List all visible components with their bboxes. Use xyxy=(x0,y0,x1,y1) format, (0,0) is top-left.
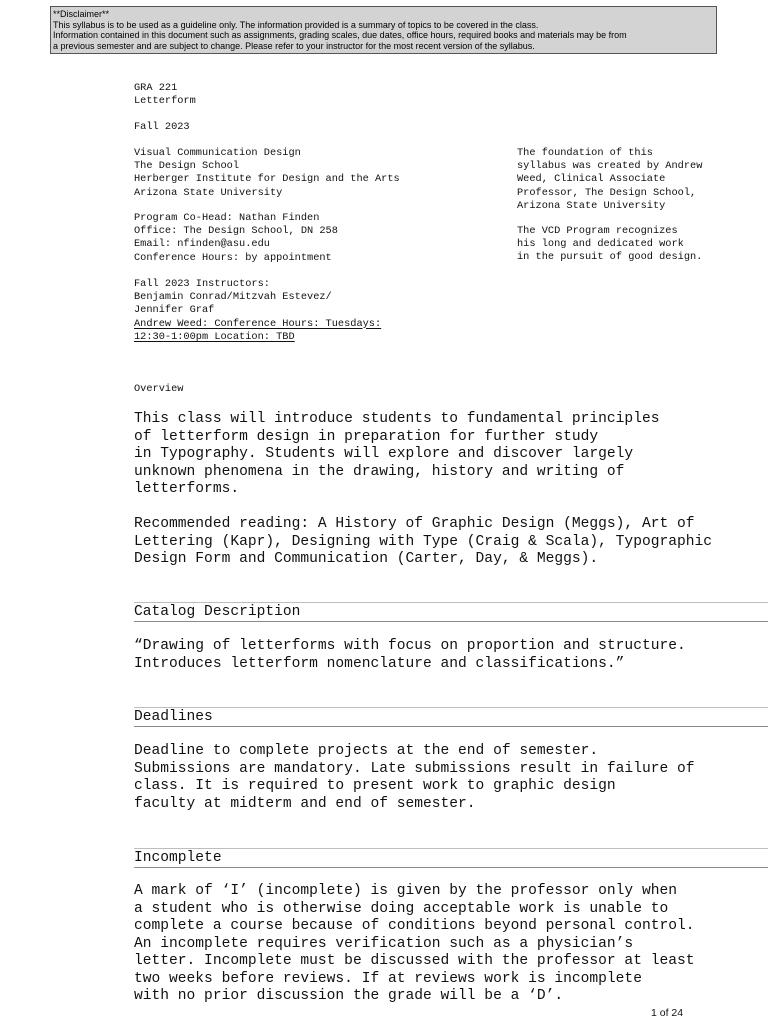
paragraph-line: unknown phenomena in the drawing, history and writing of xyxy=(134,463,625,480)
paragraph-line: A mark of ‘I’ (incomplete) is given by the professor only when xyxy=(134,883,677,899)
deadlines-body xyxy=(134,743,695,813)
paragraph-line: faculty at midterm and end of semester. xyxy=(134,795,476,812)
paragraph-line: Lettering (Kapr), Designing with Type (Craig & Scala), Typographic xyxy=(134,533,713,550)
conference-hours-line: 12:30-1:00pm Location: TBD xyxy=(134,330,295,343)
overview-label: Overview xyxy=(134,383,184,395)
paragraph-line: Submissions are mandatory. Late submissions result in failure of xyxy=(134,760,695,777)
paragraph-line: “Drawing of letterforms with focus on proportion and structure. xyxy=(134,638,686,654)
paragraph-line: class. It is required to present work to graphic design xyxy=(134,778,616,794)
school-info xyxy=(134,147,400,200)
heading-text: Catalog Description xyxy=(134,604,301,620)
catalog-description xyxy=(134,638,686,673)
paragraph-line: of letterform design in preparation for further study xyxy=(134,428,599,445)
paragraph-line: letterforms. xyxy=(134,481,240,497)
page-number: 1 of 24 xyxy=(651,1007,684,1019)
contact-line: Program Co-Head: Nathan Finden xyxy=(134,212,320,224)
recommended-reading xyxy=(134,516,712,569)
paragraph-line: a student who is otherwise doing acceptable work is unable to xyxy=(134,900,669,917)
school-line: Visual Communication Design xyxy=(134,147,301,159)
vcd-line: his long and dedicated work xyxy=(517,238,684,251)
heading-text: Incomplete xyxy=(134,850,222,866)
contact-info xyxy=(134,212,338,265)
heading-text: Deadlines xyxy=(134,709,213,725)
course-term xyxy=(134,121,190,134)
paragraph-line: Introduces letterform nomenclature and classifications.” xyxy=(134,655,625,672)
disclaimer-line: a previous semester and are subject to change. Please refer to your instructor for the most recent version of the syllabus. xyxy=(53,40,535,51)
course-name: Letterform xyxy=(134,95,196,108)
term-label: Fall 2023 xyxy=(134,121,190,133)
foundation-line: syllabus was created by Andrew xyxy=(517,160,703,173)
foundation-line: The foundation of this xyxy=(517,147,653,159)
course-code: GRA 221 xyxy=(134,82,178,94)
overview-paragraph xyxy=(134,411,659,499)
paragraph-line: Recommended reading: A History of Graphic Design (Meggs), Art of xyxy=(134,516,695,532)
instructors-line: Fall 2023 Instructors: xyxy=(134,278,270,290)
paragraph-line: with no prior discussion the grade will be a ‘D’. xyxy=(134,988,564,1004)
paragraph-line: in Typography. Students will explore and discover largely xyxy=(134,446,634,462)
paragraph-line: letter. Incomplete must be discussed with the professor at least xyxy=(134,953,695,969)
paragraph-line: complete a course because of conditions beyond personal control. xyxy=(134,918,695,934)
contact-line: Conference Hours: by appointment xyxy=(134,251,332,264)
section-heading-deadlines xyxy=(134,707,768,727)
conference-hours-line: Andrew Weed: Conference Hours: Tuesdays: xyxy=(134,317,382,330)
incomplete-body xyxy=(134,883,695,1006)
paragraph-line: An incomplete requires verification such as a physician’s xyxy=(134,935,634,952)
school-line: The Design School xyxy=(134,160,240,173)
contact-email: Email: nfinden@asu.edu xyxy=(134,238,270,251)
paragraph-line: This class will introduce students to fundamental principles xyxy=(134,411,660,427)
disclaimer-line: This syllabus is to be used as a guideline only. The information provided is a summary of topics to be covered in the class. xyxy=(53,19,539,30)
paragraph-line: two weeks before reviews. If at reviews work is incomplete xyxy=(134,970,642,987)
vcd-note xyxy=(517,225,757,265)
section-heading-incomplete xyxy=(134,848,768,868)
instructors-line: Benjamin Conrad/Mitzvah Estevez/ xyxy=(134,291,332,304)
instructors-info xyxy=(134,278,381,344)
paragraph-line: Deadline to complete projects at the end of semester. xyxy=(134,743,599,759)
foundation-note xyxy=(517,147,757,213)
paragraph-line: Design Form and Communication (Carter, Day, & Meggs). xyxy=(134,551,599,567)
vcd-line: in the pursuit of good design. xyxy=(517,251,703,264)
course-header xyxy=(134,82,196,108)
school-line: Arizona State University xyxy=(134,186,283,199)
instructors-line: Jennifer Graf xyxy=(134,304,215,317)
disclaimer-line: Information contained in this document such as assignments, grading scales, due dates, office hours, required books and materials may be from xyxy=(53,30,627,40)
school-line: Herberger Institute for Design and the Arts xyxy=(134,173,400,186)
contact-line: Office: The Design School, DN 258 xyxy=(134,225,338,238)
disclaimer-title: **Disclaimer** xyxy=(53,9,110,19)
disclaimer-box xyxy=(50,6,717,54)
section-heading-catalog xyxy=(134,602,768,622)
vcd-line: The VCD Program recognizes xyxy=(517,225,678,237)
foundation-line: Arizona State University xyxy=(517,199,666,212)
foundation-line: Weed, Clinical Associate xyxy=(517,173,666,186)
foundation-line: Professor, The Design School, xyxy=(517,186,697,199)
